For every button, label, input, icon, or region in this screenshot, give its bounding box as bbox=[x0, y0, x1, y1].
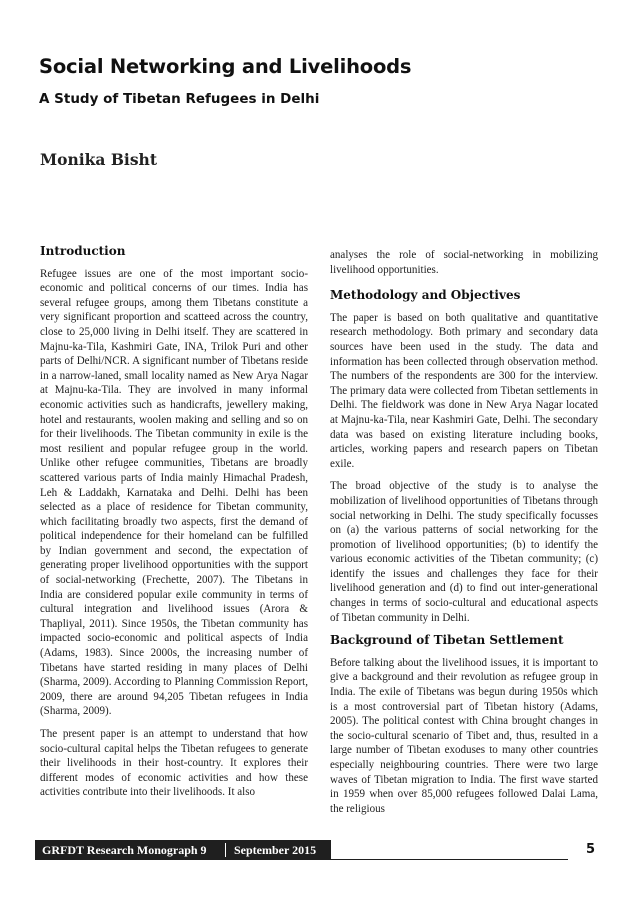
methodology-heading: Methodology and Objectives bbox=[330, 288, 521, 303]
footer-publication: GRFDT Research Monograph 9 bbox=[42, 842, 207, 857]
left-column bbox=[40, 244, 308, 808]
methodology-paragraph-2: The broad objective of the study is to analyse the mobilization of livelihood opportunities of Tibetans through social networking in Delhi. The study specifically focusses on (a) the various patterns of social networking for the promotion of livelihood opportunities; (b) to identify the various economic activities of the Tibetan community; (c) identify the issues and challenges they face for their livelihood generation and (d) to find out inter-generational changes in terms of socio-cultural and educational aspects of Tibetan community in Delhi. bbox=[330, 480, 598, 624]
intro-paragraph-2: The present paper is an attempt to understand that how socio-cultural capital helps the Tibetan refugees to generate their livelihoods in their host-country. It explores their different modes of economic activities and how these activities contribute into their livelihoods. It also bbox=[40, 728, 308, 799]
intro-paragraph-continued: analyses the role of social-networking in mobilizing livelihood opportunities. bbox=[330, 249, 598, 276]
introduction-heading: Introduction bbox=[40, 244, 126, 258]
footer-date: September 2015 bbox=[234, 842, 317, 857]
background-heading: Background of Tibetan Settlement bbox=[330, 633, 564, 648]
right-column bbox=[330, 248, 598, 824]
page-subtitle: A Study of Tibetan Refugees in Delhi bbox=[39, 91, 320, 107]
footer-separator bbox=[225, 843, 226, 857]
footer-bar bbox=[35, 840, 331, 860]
author-name: Monika Bisht bbox=[40, 150, 157, 169]
methodology-paragraph-1: The paper is based on both qualitative and quantitative research methodology. Both primary and secondary data sources have been used in the study. The data and information has been collected through observation method. The numbers of the respondents are 300 for the interview. The primary data were collected from Tibetan settlements in Delhi. The fieldwork was done in New Arya Nagar located at Majnu-ka-Tila, near Kashmiri Gate, Delhi. The secondary data was based on existing literature including books, articles, working papers and research papers on Tibetan exile. bbox=[330, 311, 598, 470]
intro-paragraph-1: Refugee issues are one of the most important socio-economic and political concerns of our times. India has several refugee groups, among them Tibetans constitute a very significant proportion and scatteed across the country, close to 25,000 living in Delhi itself. They are scattered in Majnu-ka-Tila, Kashmiri Gate, INA, Trilok Puri and other parts of Delhi/NCR. A significant number of Tibetans reside in a narrow-laned, small locality named as New Arya Nagar at Majnu-ka-Tila. They are involved in many informal economic activities such as handicrafts, jewellery making, hotel and restaurants, woolen making and selling and so on for their livelihoods. The Tibetan community in exile is the most resilient and popular refugee group in the world. Unlike other refugee communities, Tibetans are broadly scattered various parts of India mainly Himachal Pradesh, Leh & Laddakh, Karnataka and Delhi. Delhi has been selected as a place of residence for Tibetan community, which facilitating broadly two aspects, first the demand of political independence for their homeland can be fulfilled by Indian government and second, the expectation of generating proper livelihood opportunities with the support of social-networking (Frechette, 2007). The Tibetans in India are considered popular exile community in terms of cultural integration and livelihood issues (Arora & Thapliyal, 2011). Since 1950s, the Tibetan community has impacted socio-economic and political aspects of India (Adams, 1983). Since 2000s, the increasing number of Tibetans have started residing in many places of Delhi (Sharma, 2009). According to Planning Commission Report, 2009, there are around 94,205 Tibetan refugees in India (Sharma, 2009). bbox=[40, 267, 308, 718]
background-paragraph-1: Before talking about the livelihood issues, it is important to give a background and their revolution as refugee group in India. The exile of Tibetans was begun during 1950s which is a most controversial part of Tibetan history (Adams, 2005). The political contest with China brought changes in the socio-cultural scenario of Tibet and, thus, resulted in a large number of Tibetan exoduses to many other countries especially neighbouring countries. There were two large waves of Tibetan migration to India. The first wave started in 1959 when over 85,000 refugees followed Dalai Lama, the religious bbox=[330, 656, 598, 815]
page-title: Social Networking and Livelihoods bbox=[39, 55, 412, 78]
page-number: 5 bbox=[586, 842, 596, 857]
footer-rule bbox=[331, 859, 568, 860]
